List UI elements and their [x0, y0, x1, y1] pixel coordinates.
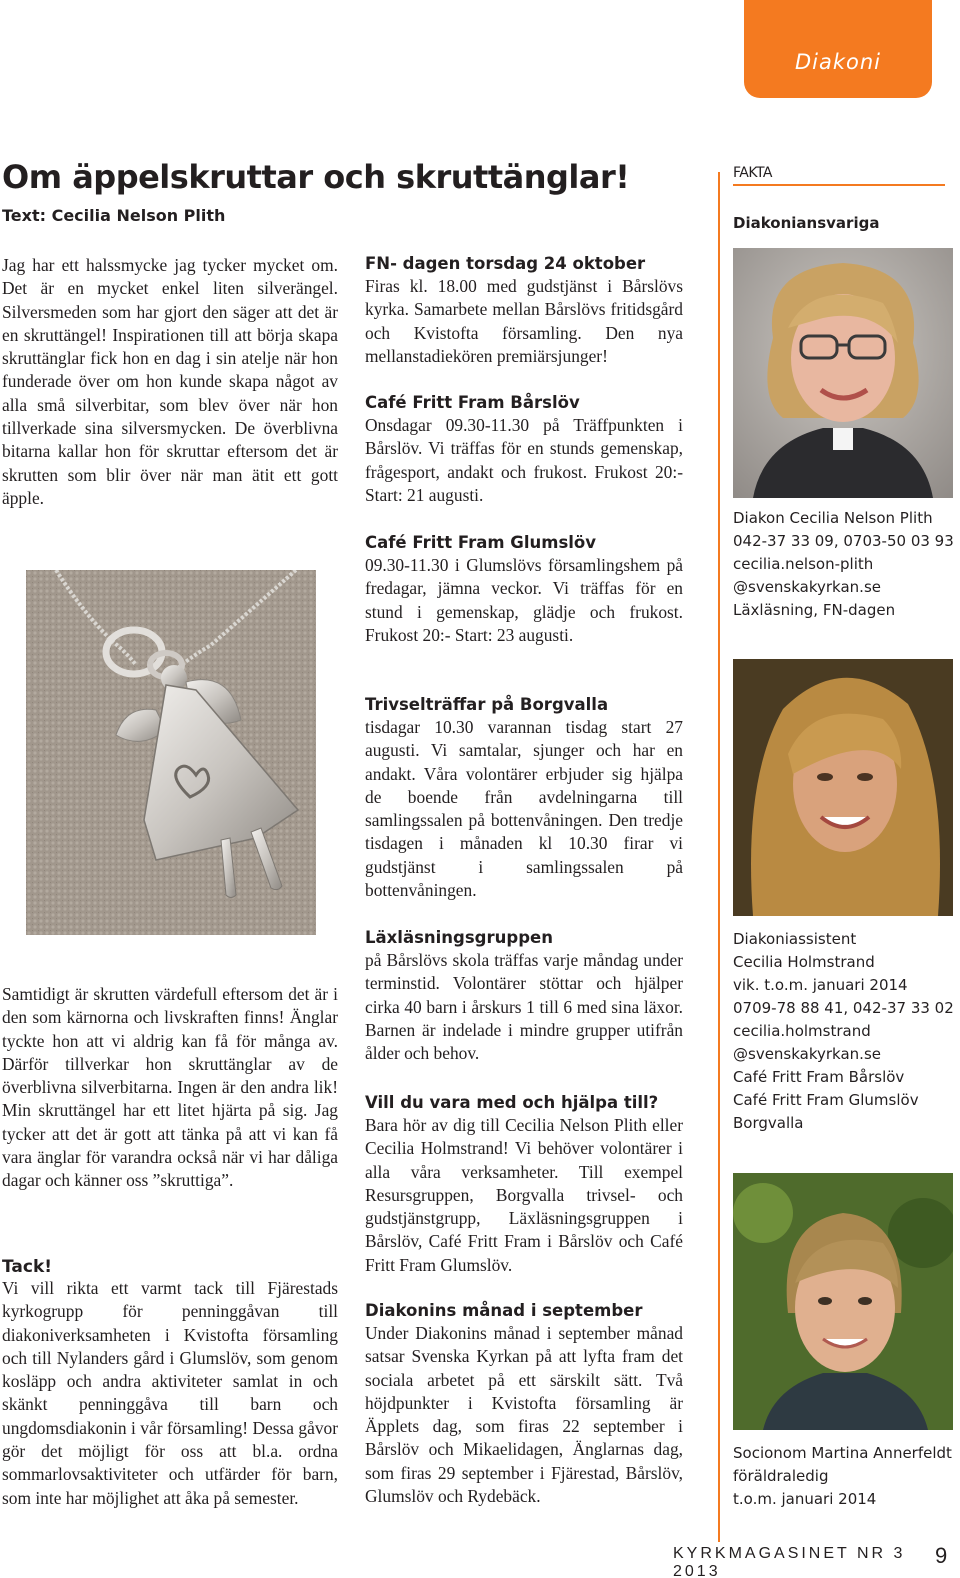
tack-section [2, 1257, 338, 1510]
person2-title: Diakoniassistent [733, 930, 857, 948]
event-heading: FN- dagen torsdag 24 oktober [365, 254, 646, 273]
event-heading: Trivselträffar på Borgvalla [365, 695, 609, 714]
fakta-heading: Diakoniansvariga [733, 214, 880, 232]
event-heading: Café Fritt Fram Bårslöv [365, 393, 580, 412]
event-fn-dagen [365, 252, 683, 368]
event-heading: Diakonins månad i september [365, 1301, 643, 1320]
person1-email-user: cecilia.nelson-plith [733, 555, 874, 573]
tack-body: Vi vill rikta ett varmt tack till Fjärestads kyrkogrupp för penninggåvan till diakoniverksamheten i Kvistofta församling och till Nylanders gård i Glumslöv, som genom kosläpp och andra aktiviteter samlat in och skänkt penninggåva till barn och ungdomsdiakonin i vår församling! Dessa gåvor gör det möjligt för oss att bl.a. ordna sommarlovsaktiviteter och utfärder för barn, som inte har möjlighet att åka på semester. [2, 1278, 338, 1508]
portrait-cecilia-holmstrand [733, 659, 953, 916]
article-continued: Samtidigt är skrutten värdefull eftersom det är i den som kärnorna och livskraften finns! Änglar tyckte hon att vi aldrig kan få för många av. Därför tillverkar hon skruttänglar av de överblivna silverbitarna. Ingen är den andra lik! Min skruttängel har ett litet hjärta på sig. Jag tycker att det är gott att tänka på att vi kan få vara änglar för varandra också när vi har dåliga dagar och känner oss ”skruttiga”. [2, 984, 338, 1191]
person1-responsibilities: Läxläsning, FN-dagen [733, 601, 896, 619]
person2-email-user: cecilia.holmstrand [733, 1022, 871, 1040]
event-body: Under Diakonins månad i september månad satsar Svenska Kyrkan på att lyfta fram det sociala arbetet på ett särskilt sätt. Två höjdpunkter i Kvistofta församling är Äpplets dag, som firas 22 september i Bårslöv och Mikaelidagen, Änglarnas dag, som firas 29 september i Fjärestad, Bårslöv, Glumslöv och Rydebäck. [365, 1323, 683, 1507]
section-tab [744, 0, 932, 98]
fakta-vertical-rule [718, 172, 720, 1542]
section-tab-label: Diakoni [794, 50, 882, 74]
person2-email-domain: @svenskakyrkan.se [733, 1045, 881, 1063]
event-cafe-glumslov [365, 531, 683, 647]
person1-phone: 042-37 33 09, 0703-50 03 93 [733, 532, 954, 550]
person2-resp-2: Café Fritt Fram Glumslöv [733, 1091, 919, 1109]
page-number: 9 [935, 1543, 948, 1568]
event-heading: Café Fritt Fram Glumslöv [365, 533, 597, 552]
contact-person2 [733, 928, 958, 1135]
article-byline: Text: Cecilia Nelson Plith [2, 206, 226, 225]
event-laxlasning [365, 926, 683, 1065]
portrait-martina-annerfeldt [733, 1173, 953, 1430]
article-intro: Jag har ett halssmycke jag tycker mycket om. Det är en mycket enkel liten silverängel. Silversmeden som har gjort den säger att det är en skruttängel! Inspirationen till att börja skapa skruttänglar fick hon en dag i sin atelje när hon funderade över om hon kunde skapa något av alla små silverbitar, som blev över när hon tillverkade sina silversmycken. De överblivna bitarna kallar hon för skruttar eftersom det är skrutten som blir över när man ätit ett gott äpple. [2, 255, 338, 508]
contact-person1 [733, 507, 958, 622]
tack-heading: Tack! [2, 1257, 53, 1277]
event-body: på Bårslövs skola träffas varje måndag under terminstid. Volontärer stöttar och hjälper cirka 40 barn i årskurs 1 till 6 med sina läxor. Barnen är indelade i mindre grupper utifrån ålder och behov. [365, 950, 683, 1064]
person3-title: Socionom Martina Annerfeldt [733, 1444, 952, 1462]
event-heading: Vill du vara med och hjälpa till? [365, 1093, 659, 1112]
person2-note: vik. t.o.m. januari 2014 [733, 976, 908, 994]
magazine-footer: KYRKMAGASINET NR 3 2013 [673, 1545, 906, 1578]
person1-email-domain: @svenskakyrkan.se [733, 578, 881, 596]
person3-period: t.o.m. januari 2014 [733, 1490, 877, 1508]
person2-resp-1: Café Fritt Fram Bårslöv [733, 1068, 905, 1086]
event-body: Firas kl. 18.00 med gudstjänst i Bårslövs kyrka. Samarbete mellan Bårslövs fritidsgård och Kvistofta församling. Den nya mellanstadiekören premiärsjunger! [365, 276, 683, 366]
event-diakonins-manad [365, 1299, 683, 1508]
event-body: Bara hör av dig till Cecilia Nelson Plith eller Cecilia Holmstrand! Vi behöver volontärer i alla våra verksamheter. Till exempel Resursgruppen, Borgvalla trivsel- och gudstjänstgrupp, Läxläsningsgruppen i Bårslöv, Café Fritt Fram i Bårslöv och Café Fritt Fram Glumslöv. [365, 1115, 683, 1275]
person2-name: Cecilia Holmstrand [733, 953, 875, 971]
portrait-cecilia-nelson-plith [733, 248, 953, 498]
person2-resp-3: Borgvalla [733, 1114, 804, 1132]
event-body: 09.30-11.30 i Glumslövs församlingshem på fredagar, jämna veckor. Vi träffas för en stund i gemenskap, glädje och frukost. Frukost 20:- Start: 23 augusti. [365, 555, 683, 645]
event-body: tisdagar 10.30 varannan tisdag start 27 augusti. Vi samtalar, sjunger och har en andakt. Våra volontärer erbjuder sig hjälpa de boende från avdelningarna till samlingssalen på bottenvåningen. Den tredje tisdagen i månaden kl 10.30 firar vi gudstjänst i samlingssalen på bottenvåningen. [365, 717, 683, 901]
article-title: Om äppelskruttar och skruttänglar! [2, 158, 630, 196]
contact-person3 [733, 1442, 958, 1511]
angel-pendant-photo [26, 570, 316, 935]
person2-phone: 0709-78 88 41, 042-37 33 02 [733, 999, 954, 1017]
fakta-label: FAKTA [733, 165, 772, 181]
event-borgvalla [365, 693, 683, 902]
event-volunteer [365, 1091, 683, 1277]
person1-title: Diakon Cecilia Nelson Plith [733, 509, 933, 527]
event-cafe-barslov [365, 391, 683, 507]
event-body: Onsdagar 09.30-11.30 på Träffpunkten i Bårslöv. Vi träffas för en stunds gemenskap, frågesport, andakt och frukost. Frukost 20:- Start: 21 augusti. [365, 415, 683, 505]
person3-status: föräldraledig [733, 1467, 829, 1485]
fakta-horizontal-rule [733, 184, 945, 186]
event-heading: Läxläsningsgruppen [365, 928, 553, 947]
